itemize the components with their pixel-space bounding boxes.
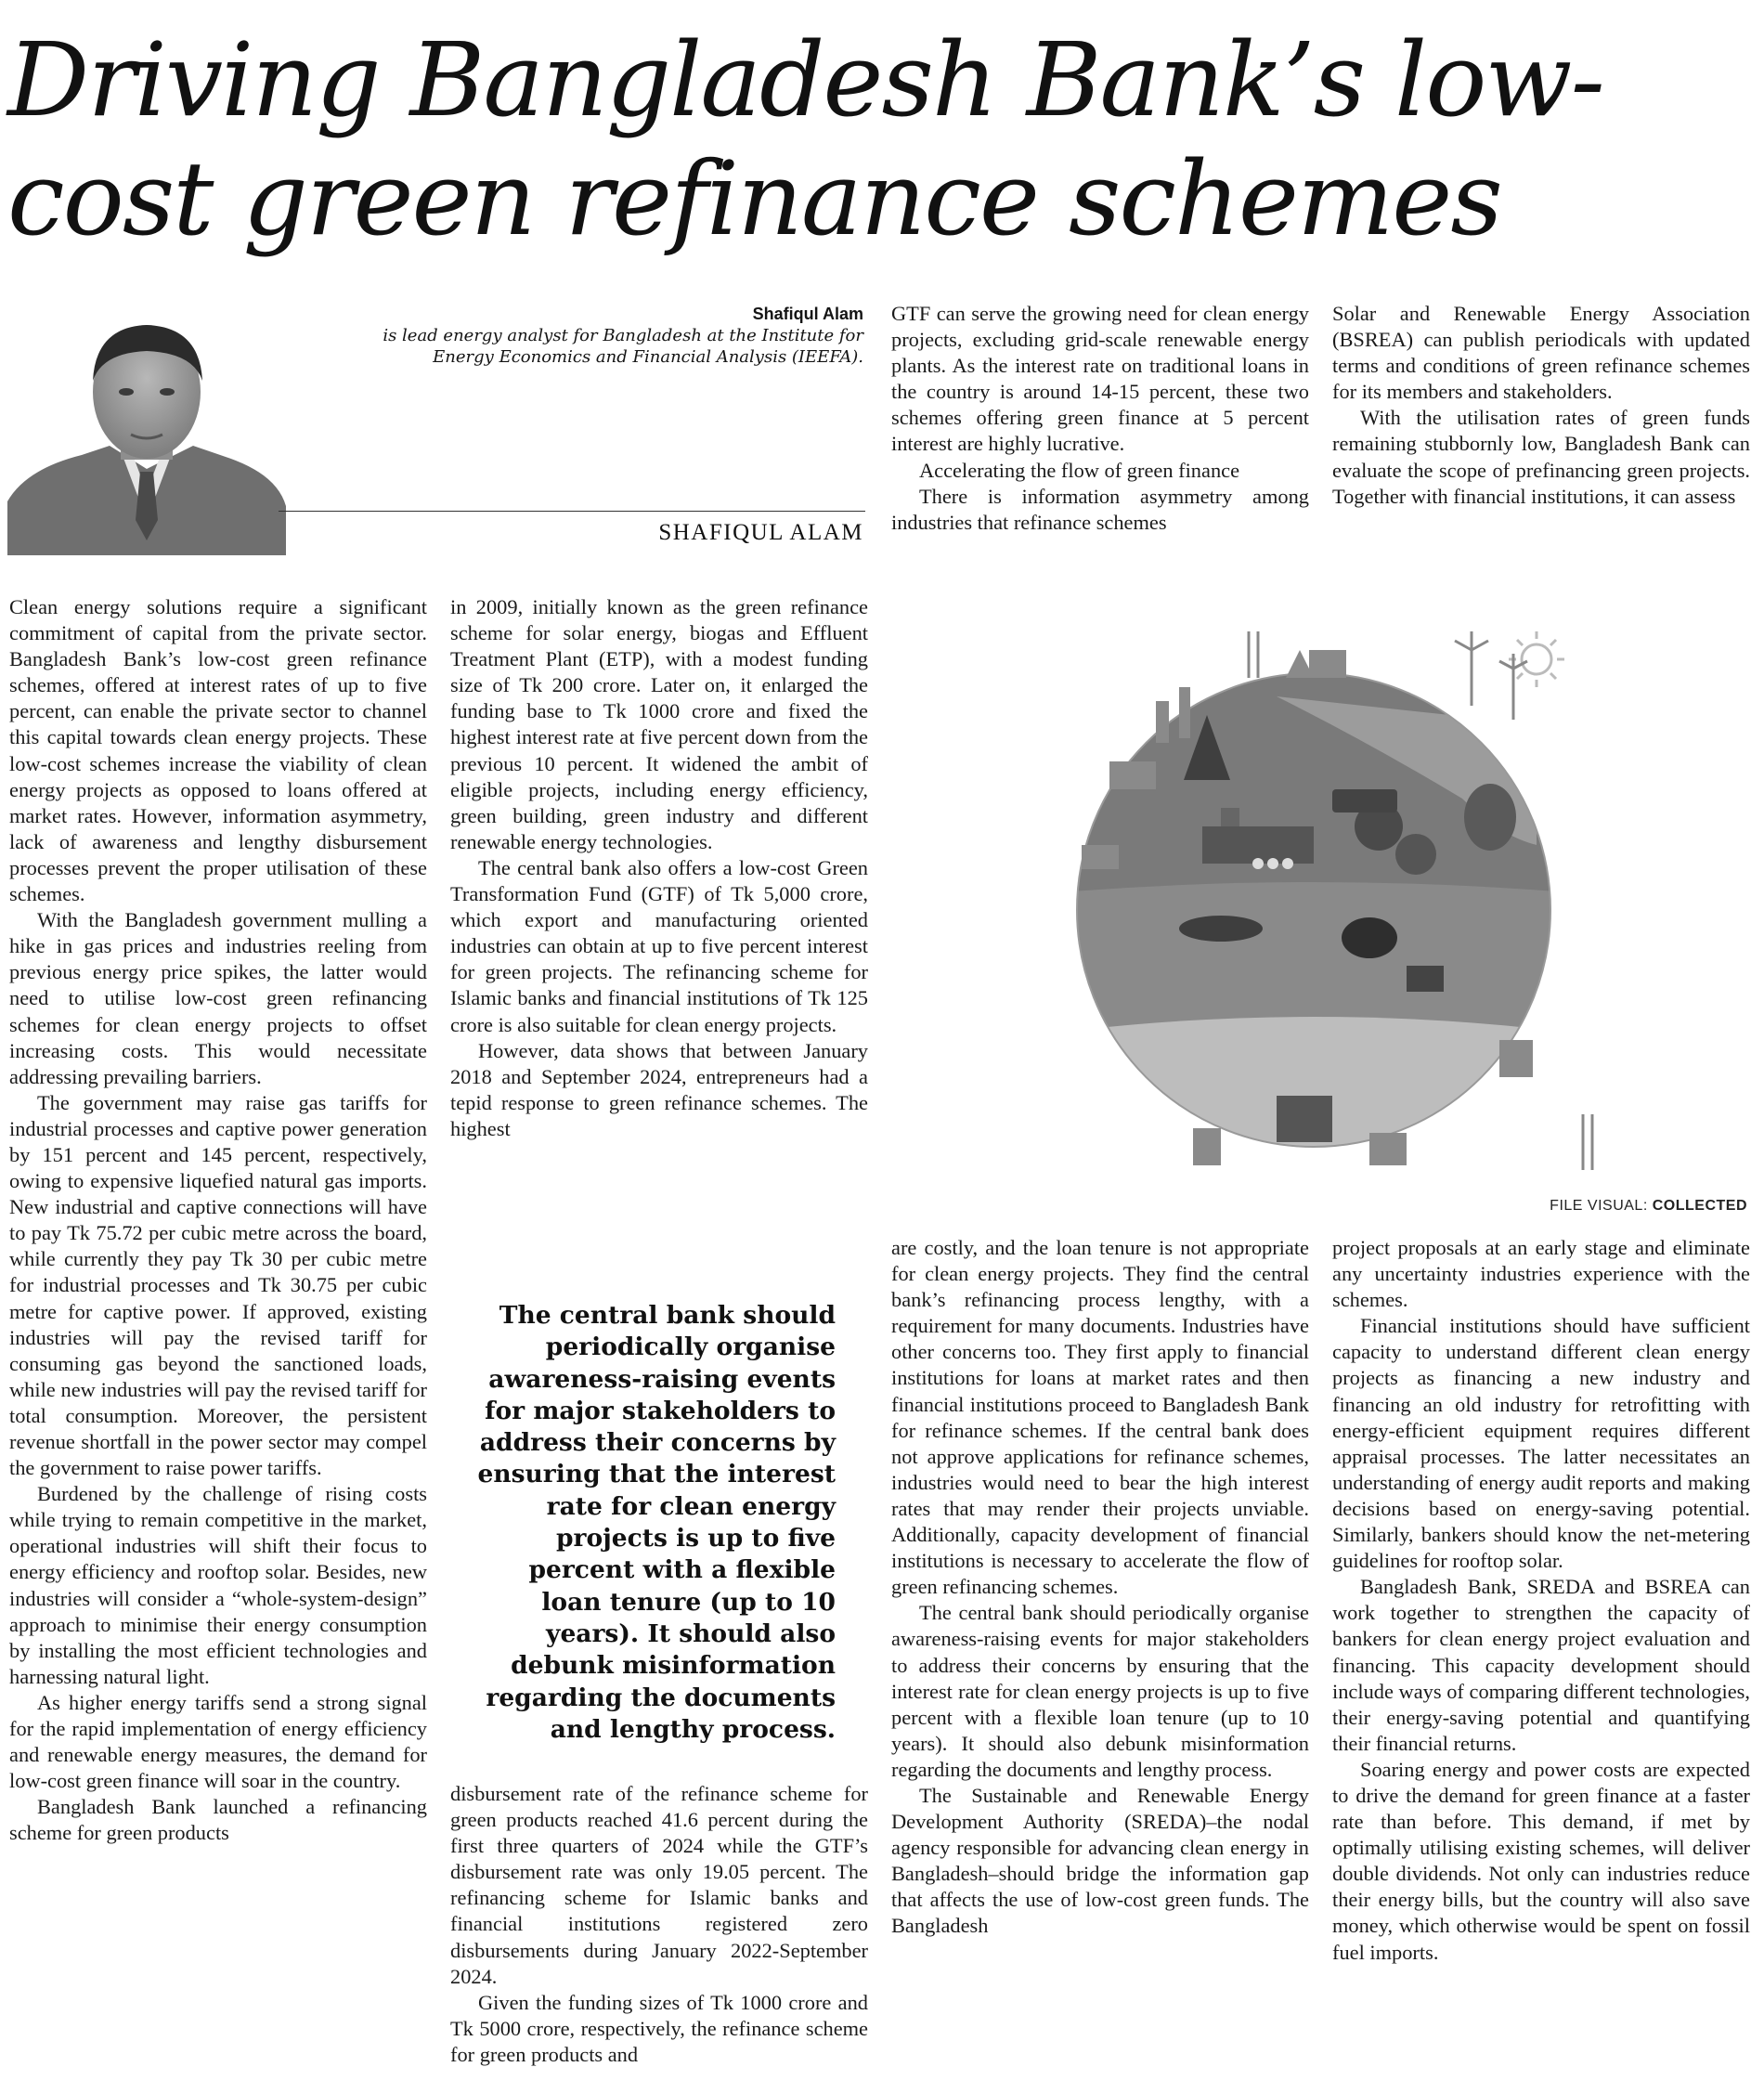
author-photo	[7, 306, 286, 555]
column-3-top	[891, 301, 1309, 536]
paragraph: The central bank should periodically organise awareness-raising events for major stakeholders to address their concerns by ensuring that the interest rate for clean energy projects is up to five percent with a flexible loan tenure (up to 10 years). It should also debunk misinformation regarding the documents and lengthy process.	[891, 1601, 1309, 1781]
paragraph: With the Bangladesh government mulling a hike in gas prices and industries reeling from previous energy price spikes, the latter would need to utilise low-cost green refinancing schemes for clean energy projects to offset increasing costs. This would necessitate addressing prevailing barriers.	[9, 908, 427, 1088]
image-credit	[1550, 1198, 1747, 1215]
paragraph: Burdened by the challenge of rising costs while trying to remain competitive in the market, operational industries will shift their focus to energy efficiency and rooftop solar. Besides, new industries will consider a “whole-system-design” approach to minimise their energy consumption by installing the most efficient technologies and harnessing natural light.	[9, 1482, 427, 1688]
headline-line-1: Driving Bangladesh Bank’s low-	[7, 20, 1603, 139]
paragraph: disbursement rate of the refinance scheme for green products reached 41.6 percent during the first three quarters of 2024 while the GTF’s disbursement rate was only 19.05 percent. The refinancing scheme for Islamic banks and financial institutions registered zero disbursements during January 2022-September 2024.	[450, 1782, 868, 1988]
column-2-top	[450, 594, 868, 1142]
paragraph: However, data shows that between January 2018 and September 2024, entrepreneurs had a tepid response to green refinance schemes. The highest	[450, 1038, 868, 1140]
paragraph: With the utilisation rates of green funds remaining stubbornly low, Bangladesh Bank can evaluate the scope of prefinancing green projects. Together with financial institutions, it can assess	[1332, 406, 1750, 508]
column-2-bottom	[450, 1781, 868, 2068]
headline-line-2: cost green refinance schemes	[7, 139, 1501, 258]
paragraph: in 2009, initially known as the green refinance scheme for solar energy, biogas and Effluent Treatment Plant (ETP), with a modest funding size of Tk 200 crore. Later on, it enlarged the funding base to Tk 1000 crore and fixed the highest interest rate at five percent down from the previous 10 percent. It widened the ambit of eligible projects, including energy efficiency, green building, green industry and different renewable energy technologies.	[450, 595, 868, 853]
paragraph: Bangladesh Bank launched a refinancing scheme for green products	[9, 1795, 427, 1845]
byline-divider	[279, 511, 865, 512]
paragraph: Bangladesh Bank, SREDA and BSREA can work together to strengthen the capacity of bankers for clean energy project evaluation and financing. This capacity development should include ways of comparing different technologies, their energy-saving potential and quantifying their financial returns.	[1332, 1575, 1750, 1755]
paragraph: GTF can serve the growing need for clean energy projects, excluding grid-scale renewable energy plants. As the interest rate on traditional loans in the country is around 14-15 percent, these two schemes offering green finance at 5 percent interest are highly lucrative.	[891, 302, 1309, 456]
subheading: Accelerating the flow of green finance	[919, 458, 1240, 482]
paragraph: are costly, and the loan tenure is not appropriate for clean energy projects. They find the central bank’s refinancing process lengthy, with a requirement for many documents. Industries have other concerns too. They first apply to financial institutions for loans at market rates and then financial institutions proceed to Bangladesh Bank for refinance schemes. If the central bank does not approve applications for refinance schemes, industries would need to bear the high interest rates that may render their projects unviable. Additionally, capacity development of financial institutions is necessary to accelerate the flow of green refinancing schemes.	[891, 1236, 1309, 1599]
column-4-bottom	[1332, 1235, 1750, 1966]
column-3-bottom	[891, 1235, 1309, 1940]
image-credit-label: FILE VISUAL:	[1550, 1198, 1648, 1214]
paragraph: There is information asymmetry among industries that refinance schemes	[891, 484, 1309, 534]
byline: SHAFIQUL ALAM	[658, 520, 863, 545]
paragraph: Solar and Renewable Energy Association (BSREA) can publish periodicals with updated terms and conditions of green refinance schemes for its members and stakeholders.	[1332, 302, 1750, 404]
headline	[7, 20, 1757, 258]
paragraph: The government may raise gas tariffs for industrial processes and captive power generation by 151 percent and 145 percent, respectively, owing to expensive liquefied natural gas imports. New industrial and captive connections will have to pay Tk 75.72 per cubic metre across the board, while currently they pay Tk 30 per cubic metre for industrial processes and Tk 30.75 per cubic metre for captive power. If approved, existing industries will pay the revised tariff for consuming gas beyond the sanctioned loads, while new industries will pay the revised tariff for total consumption. Moreover, the persistent revenue shortfall in the power sector may compel the government to raise power tariffs.	[9, 1090, 427, 1480]
paragraph: The central bank also offers a low-cost Green Transformation Fund (GTF) of Tk 5,000 crore, which export and manufacturing oriented industries can obtain at up to five percent interest for green projects. The refinancing scheme for Islamic banks and financial institutions of Tk 125 crore is also suitable for clean energy projects.	[450, 855, 868, 1036]
column-1	[9, 594, 427, 1847]
column-4-top	[1332, 301, 1750, 510]
author-description: is lead energy analyst for Bangladesh at the Institute for Energy Economics and Financial Analysis (IEEFA).	[383, 326, 863, 367]
paragraph: project proposals at an early stage and eliminate any uncertainty industries experience with the schemes.	[1332, 1236, 1750, 1312]
green-planet-illustration	[979, 613, 1722, 1170]
pull-quote: The central bank should periodically organise awareness-raising events for major stakeholders to address their concerns by ensuring that the interest rate for clean energy projects is up to five percent with a flexible loan tenure (up to 10 years). It should also debunk misinformation regarding the documents and lengthy process.	[477, 1301, 836, 1744]
paragraph: Given the funding sizes of Tk 1000 crore and Tk 5000 crore, respectively, the refinance scheme for green products and	[450, 1990, 868, 2066]
paragraph: As higher energy tariffs send a strong signal for the rapid implementation of energy efficiency and renewable energy measures, the demand for low-cost green finance will soar in the country.	[9, 1690, 427, 1793]
paragraph: Clean energy solutions require a significant commitment of capital from the private sector. Bangladesh Bank’s low-cost green refinance schemes, offered at interest rates of up to five percent, can enable the private sector to channel this capital towards clean energy projects. These low-cost schemes increase the viability of clean energy projects as opposed to loans offered at market rates. However, information asymmetry, lack of awareness and lengthy disbursement processes prevent the proper utilisation of these schemes.	[9, 595, 427, 906]
image-credit-source: COLLECTED	[1652, 1198, 1747, 1214]
author-name: Shafiqul Alam	[752, 305, 863, 323]
paragraph: The Sustainable and Renewable Energy Development Authority (SREDA)–the nodal agency responsible for advancing clean energy in Bangladesh–should bridge the information gap that affects the use of low-cost green funds. The Bangladesh	[891, 1783, 1309, 1938]
paragraph: Soaring energy and power costs are expected to drive the demand for green finance at a faster rate than before. This demand, if met by optimally utilising existing schemes, will deliver double dividends. Not only can industries reduce their energy bills, but the country will also save money, which otherwise would be spent on fossil fuel imports.	[1332, 1757, 1750, 1964]
paragraph: Financial institutions should have sufficient capacity to understand different clean energy projects as financing a new industry and financing an old industry for retrofitting with energy-efficient equipment requires different appraisal processes. The latter necessitates an understanding of energy audit reports and making decisions based on energy-saving potential. Similarly, bankers should know the net-metering guidelines for rooftop solar.	[1332, 1314, 1750, 1573]
